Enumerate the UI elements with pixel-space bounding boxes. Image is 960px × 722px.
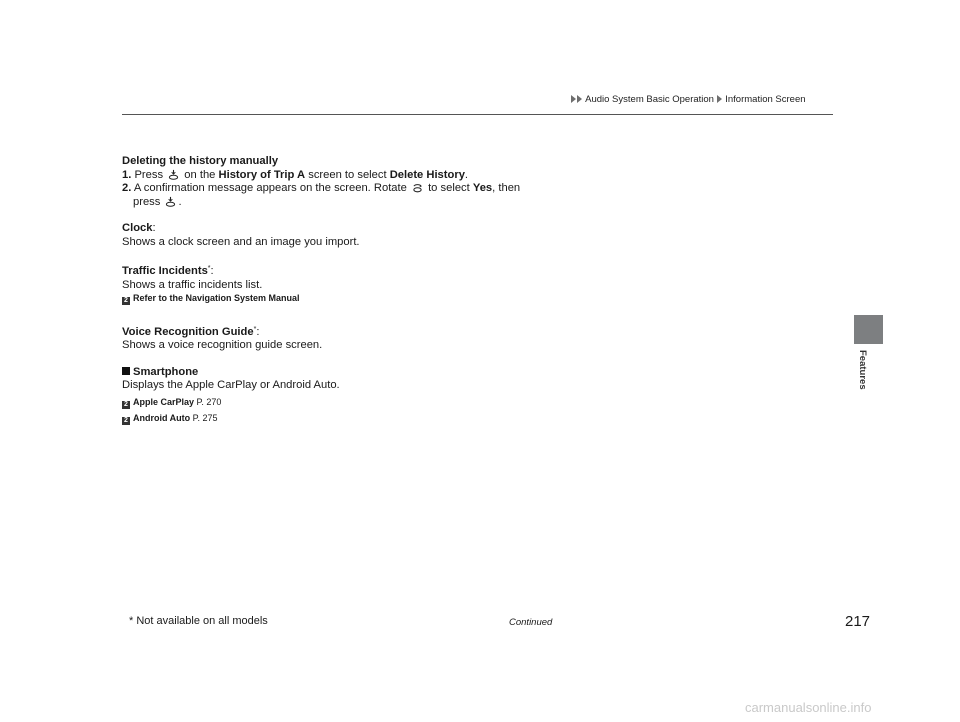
section-heading	[122, 155, 682, 169]
carplay-ref[interactable]	[122, 396, 682, 410]
step-text: .	[178, 195, 182, 208]
colon: :	[210, 265, 214, 277]
step-text: press	[133, 195, 161, 208]
spacer	[122, 249, 682, 262]
watermark: carmanualsonline.info	[745, 700, 872, 715]
clock-desc: Shows a clock screen and an image you import.	[122, 235, 360, 248]
voice-desc: Shows a voice recognition guide screen.	[122, 339, 323, 351]
square-bullet-icon	[122, 367, 130, 375]
spacer	[122, 353, 682, 366]
step-number: 2.	[122, 182, 132, 194]
smartphone-desc: Displays the Apple CarPlay or Android Auto.	[122, 379, 340, 391]
step-text: .	[464, 168, 469, 181]
voice-title-text: Voice Recognition Guide	[122, 325, 254, 338]
android-ref[interactable]	[122, 412, 682, 426]
chapter-tab	[854, 315, 883, 344]
colon: :	[152, 222, 156, 234]
selector-knob-press-icon	[168, 169, 179, 180]
chapter-label	[856, 350, 870, 400]
step-1	[122, 169, 682, 183]
breadcrumb-page: Information Screen	[725, 94, 806, 105]
breadcrumb-arrow-icon	[577, 95, 582, 103]
step-text: A confirmation message appears on the screen. Rotate	[133, 182, 407, 194]
traffic-ref[interactable]	[122, 292, 682, 306]
step-bold: Delete History	[389, 168, 465, 181]
clock-title	[122, 222, 682, 236]
breadcrumb-arrow-icon	[571, 95, 576, 103]
page-number: 217	[845, 613, 871, 630]
step-bold: Yes	[472, 182, 493, 194]
reference-arrow-icon: 2	[122, 401, 130, 409]
ref-page: P. 275	[192, 413, 218, 423]
step-text: , then	[492, 182, 521, 194]
footnote: * Not available on all models	[129, 615, 268, 627]
step-text: on the	[184, 168, 216, 181]
spacer	[122, 306, 682, 323]
clock-title-text: Clock	[122, 222, 153, 234]
selector-knob-rotate-icon	[412, 182, 423, 193]
step-text: screen to select	[308, 168, 387, 181]
breadcrumb-arrow-icon	[717, 95, 722, 103]
voice-title	[122, 323, 682, 340]
step-text: to select	[428, 182, 470, 194]
selector-knob-press-icon	[165, 196, 176, 207]
step-2	[122, 182, 682, 196]
footnote-star: *	[253, 325, 257, 333]
smartphone-title	[122, 366, 682, 380]
header-rule	[122, 114, 833, 115]
section-heading-text: Deleting the history manually	[122, 155, 279, 167]
footnote-star: *	[207, 265, 211, 272]
traffic-title-text: Traffic Incidents	[122, 265, 208, 277]
step-text: Press	[134, 168, 164, 181]
ref-name: Android Auto	[133, 413, 191, 423]
continued-label: Continued	[509, 617, 553, 628]
spacer	[122, 209, 682, 222]
breadcrumb-section: Audio System Basic Operation	[585, 94, 714, 105]
smartphone-title-text: Smartphone	[133, 365, 199, 378]
ref-page: P. 270	[196, 396, 222, 407]
step-2-cont	[122, 196, 682, 210]
colon: :	[256, 325, 260, 338]
step-number: 1.	[122, 168, 132, 181]
traffic-title	[122, 262, 682, 279]
page-content	[122, 155, 682, 426]
chapter-label-text: Features	[857, 350, 868, 390]
reference-arrow-icon: 2	[122, 297, 130, 305]
reference-arrow-icon: 2	[122, 417, 130, 425]
ref-name: Apple CarPlay	[133, 396, 195, 407]
step-bold: History of Trip A	[218, 168, 306, 181]
breadcrumb	[571, 94, 806, 105]
traffic-desc: Shows a traffic incidents list.	[122, 278, 263, 291]
ref-text: Refer to the Navigation System Manual	[133, 293, 300, 303]
